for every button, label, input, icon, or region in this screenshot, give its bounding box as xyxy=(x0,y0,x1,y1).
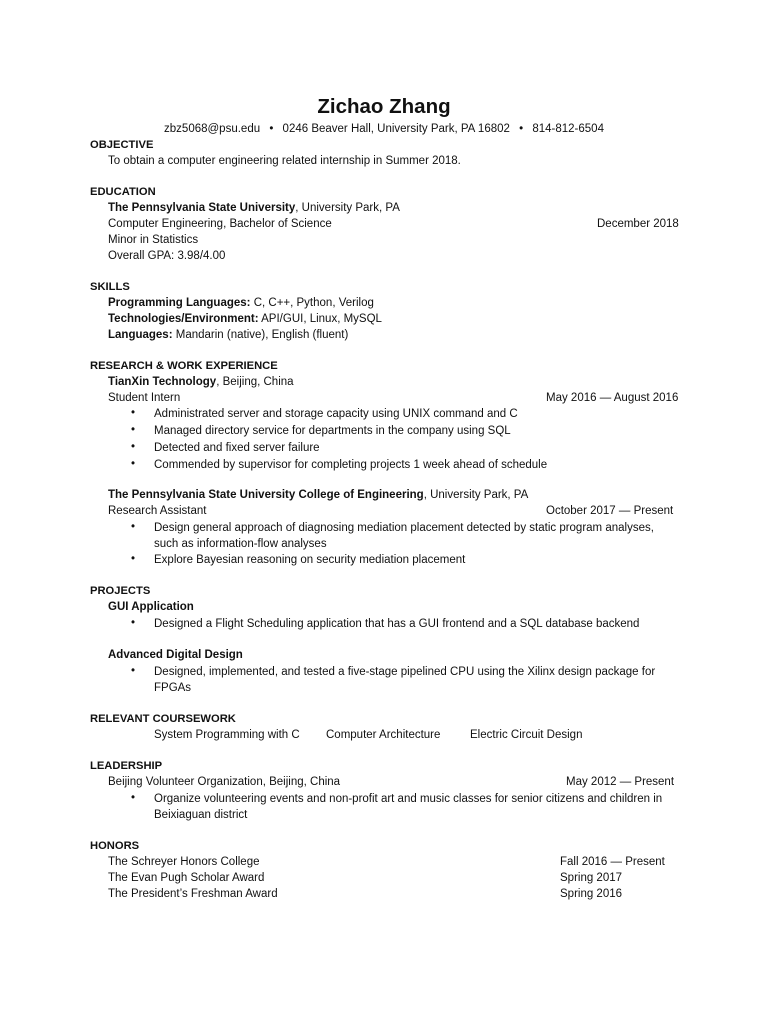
bullet-icon: • xyxy=(131,521,136,533)
separator: • xyxy=(519,123,524,135)
section-heading-leadership: LEADERSHIP xyxy=(90,760,163,772)
honor-name: The Schreyer Honors College xyxy=(108,856,260,868)
skill-value: C, C++, Python, Verilog xyxy=(250,297,374,309)
honor-date: Fall 2016 — Present xyxy=(560,856,665,868)
bullet-icon: • xyxy=(131,792,136,804)
education-school xyxy=(108,201,400,215)
job-location: , University Park, PA xyxy=(423,489,529,501)
honor-date: Spring 2017 xyxy=(560,872,623,884)
honor-name: The President’s Freshman Award xyxy=(108,888,278,900)
education-gpa: Overall GPA: 3.98/4.00 xyxy=(108,250,226,262)
job-dates: May 2016 — August 2016 xyxy=(546,392,679,404)
section-heading-education: EDUCATION xyxy=(90,186,156,198)
section-heading-honors: HONORS xyxy=(90,840,140,852)
project-bullet-continuation: FPGAs xyxy=(154,682,192,694)
job-role: Student Intern xyxy=(108,392,181,404)
address: 0246 Beaver Hall, University Park, PA 16802 xyxy=(282,123,510,135)
job-org xyxy=(108,488,528,502)
email: zbz5068@psu.edu xyxy=(164,123,261,135)
section-heading-skills: SKILLS xyxy=(90,281,130,293)
job-bullet-continuation: such as information-flow analyses xyxy=(154,538,327,550)
bullet-icon: • xyxy=(131,665,136,677)
project-bullet: Designed a Flight Scheduling application that has a GUI frontend and a SQL database backend xyxy=(154,618,640,630)
section-heading-coursework: RELEVANT COURSEWORK xyxy=(90,713,236,725)
course-item: System Programming with C xyxy=(154,729,300,741)
section-heading-experience: RESEARCH & WORK EXPERIENCE xyxy=(90,360,278,372)
objective-text: To obtain a computer engineering related internship in Summer 2018. xyxy=(108,155,461,167)
skill-label: Programming Languages: xyxy=(108,297,251,309)
section-heading-objective: OBJECTIVE xyxy=(90,139,154,151)
skill-value: API/GUI, Linux, MySQL xyxy=(258,313,382,325)
bullet-icon: • xyxy=(131,553,136,565)
honor-date: Spring 2016 xyxy=(560,888,623,900)
honor-name: The Evan Pugh Scholar Award xyxy=(108,872,265,884)
skill-value: Mandarin (native), English (fluent) xyxy=(172,329,349,341)
leadership-bullet: Organize volunteering events and non-profit art and music classes for senior citizens and children in xyxy=(154,793,663,805)
resume-name: Zichao Zhang xyxy=(317,95,451,118)
job-bullet: Explore Bayesian reasoning on security mediation placement xyxy=(154,554,466,566)
leadership-bullet-continuation: Beixiaguan district xyxy=(154,809,248,821)
school-location: , University Park, PA xyxy=(295,202,400,214)
skill-item xyxy=(108,312,382,326)
job-org xyxy=(108,375,294,389)
project-title: GUI Application xyxy=(108,601,194,613)
education-minor: Minor in Statistics xyxy=(108,234,199,246)
bullet-icon: • xyxy=(131,407,136,419)
project-title: Advanced Digital Design xyxy=(108,649,243,661)
skill-item xyxy=(108,296,374,310)
skill-item xyxy=(108,328,348,342)
school-name: The Pennsylvania State University xyxy=(108,202,296,214)
bullet-icon: • xyxy=(131,458,136,470)
leadership-dates: May 2012 — Present xyxy=(566,776,675,788)
skill-label: Languages: xyxy=(108,329,173,341)
job-bullet: Managed directory service for departments in the company using SQL xyxy=(154,425,511,437)
separator: • xyxy=(269,123,274,135)
job-role: Research Assistant xyxy=(108,505,207,517)
job-bullet: Commended by supervisor for completing projects 1 week ahead of schedule xyxy=(154,459,548,471)
job-org-name: The Pennsylvania State University College of Engineering xyxy=(108,489,424,501)
bullet-icon: • xyxy=(131,441,136,453)
leadership-org: Beijing Volunteer Organization, Beijing, China xyxy=(108,776,341,788)
job-bullet: Detected and fixed server failure xyxy=(154,442,320,454)
bullet-icon: • xyxy=(131,617,136,629)
section-heading-projects: PROJECTS xyxy=(90,585,151,597)
project-bullet: Designed, implemented, and tested a five-stage pipelined CPU using the Xilinx design package for xyxy=(154,666,656,678)
job-bullet: Design general approach of diagnosing mediation placement detected by static program analyses, xyxy=(154,522,654,534)
job-location: , Beijing, China xyxy=(216,376,294,388)
education-degree: Computer Engineering, Bachelor of Science xyxy=(108,218,332,230)
job-dates: October 2017 — Present xyxy=(546,505,674,517)
bullet-icon: • xyxy=(131,424,136,436)
phone: 814-812-6504 xyxy=(532,123,604,135)
course-item: Computer Architecture xyxy=(326,729,441,741)
contact-line xyxy=(0,123,768,135)
course-item: Electric Circuit Design xyxy=(470,729,583,741)
education-date: December 2018 xyxy=(597,218,679,230)
job-bullet: Administrated server and storage capacity using UNIX command and C xyxy=(154,408,518,420)
job-org-name: TianXin Technology xyxy=(108,376,217,388)
skill-label: Technologies/Environment: xyxy=(108,313,259,325)
